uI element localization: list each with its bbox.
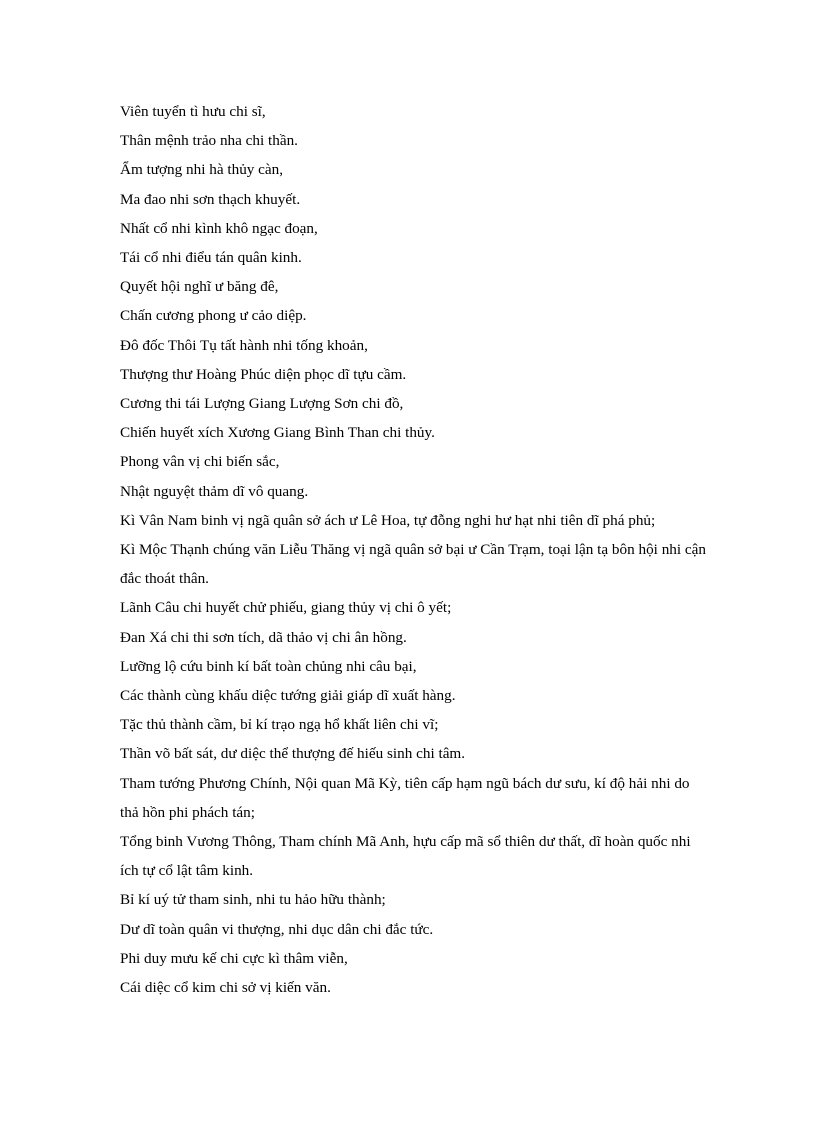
text-line-27: Phi duy mưu kế chi cực kì thâm viễn, [120,949,348,967]
text-line-13: Phong vân vị chi biến sắc, [120,453,280,471]
text-line-1: Viên tuyển tì hưu chi sĩ, [120,103,266,120]
text-line-14: Nhật nguyệt thảm dĩ vô quang. [120,482,309,500]
text-line-25: Bỉ kí uý tử tham sinh, nhi tu hảo hữu thành; [120,891,386,909]
text-line-15: Kì Vân Nam binh vị ngã quân sở ách ư Lê Hoa, tự đỗng nghi hư hạt nhi tiên dĩ phá phủ; [120,511,656,529]
text-line-9: Đô đốc Thôi Tụ tất hành nhi tống khoản, [120,336,368,354]
text-line-17: Lãnh Câu chi huyết chử phiếu, giang thủy vị chi ô yết; [120,599,452,617]
text-line-26: Dư dĩ toàn quân vi thượng, nhi dục dân chi đắc tức. [120,920,434,938]
text-line-10: Thượng thư Hoàng Phúc diện phọc dĩ tựu cầm. [120,365,407,383]
text-line-20: Các thành cùng khấu diệc tướng giải giáp dĩ xuất hàng. [120,687,456,705]
text-line-24: Tổng binh Vương Thông, Tham chính Mã Anh, hựu cấp mã sổ thiên dư thất, dĩ hoàn quốc nhi ích tự cổ lật tâm kinh. [120,833,691,880]
text-line-16: Kì Mộc Thạnh chúng văn Liễu Thăng vị ngã quân sở bại ư Cần Trạm, toại lận tạ bôn hội nhi cận đắc thoát thân. [120,541,706,588]
text-line-23: Tham tướng Phương Chính, Nội quan Mã Kỳ, tiên cấp hạm ngũ bách dư sưu, kí độ hải nhi do thả hồn phi phách tán; [120,774,690,821]
text-line-7: Quyết hội nghĩ ư băng đê, [120,278,279,296]
text-line-4: Ma đao nhi sơn thạch khuyết. [120,190,301,208]
text-line-21: Tặc thủ thành cầm, bỉ kí trạo ngạ hổ khất liên chi vĩ; [120,716,439,734]
text-line-19: Lưỡng lộ cứu binh kí bất toàn chủng nhi câu bại, [120,657,417,675]
text-line-11: Cương thi tái Lượng Giang Lượng Sơn chi đồ, [120,395,404,413]
text-line-12: Chiến huyết xích Xương Giang Bình Than chi thủy. [120,424,435,442]
text-line-28: Cái diệc cổ kim chi sở vị kiến văn. [120,979,331,997]
text-line-3: Ẩm tượng nhi hà thủy càn, [120,161,284,179]
text-line-22: Thần võ bất sát, dư diệc thể thượng đế hiếu sinh chi tâm. [120,745,466,763]
text-line-5: Nhất cổ nhi kình khô ngạc đoạn, [120,219,318,237]
text-line-2: Thân mệnh trảo nha chi thần. [120,132,298,150]
text-line-6: Tái cổ nhi điểu tán quân kinh. [120,249,302,267]
text-line-8: Chấn cương phong ư cảo diệp. [120,307,307,325]
poem-text-block [120,97,710,1002]
text-line-18: Đan Xá chi thi sơn tích, dã thảo vị chi ân hồng. [120,628,407,646]
